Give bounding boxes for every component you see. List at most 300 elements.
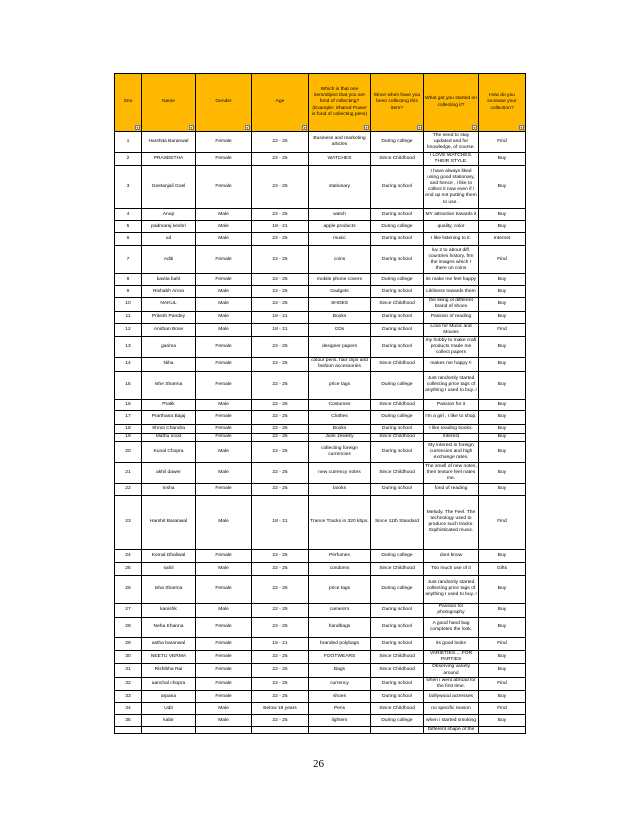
table-cell: Observing variety around (424, 664, 479, 678)
table-cell: Buy (479, 399, 526, 410)
table-cell: Male (196, 311, 252, 323)
filter-dropdown-icon[interactable]: ▾ (190, 126, 193, 130)
table-cell: Buy (479, 483, 526, 495)
table-row (115, 617, 526, 637)
table-cell: 28 (115, 617, 142, 637)
table-row (115, 703, 526, 715)
column-header-label: Sno (123, 99, 133, 105)
table-cell: MY attraction towards it (424, 209, 479, 221)
table-cell: 27 (115, 603, 142, 617)
column-header (252, 74, 309, 132)
table-cell: 22 - 25 (252, 410, 309, 424)
table-row (115, 715, 526, 727)
filter-dropdown-icon[interactable]: ▾ (303, 126, 306, 130)
table-cell: shoes (309, 691, 371, 703)
table-cell: 22 - 25 (252, 153, 309, 166)
table-cell: my hobby to make craft products made me collect papers (424, 336, 479, 357)
filter-dropdown-icon[interactable]: ▾ (136, 126, 139, 130)
column-header (142, 74, 196, 132)
table-cell: Male (196, 441, 252, 462)
table-cell: 22 - 25 (252, 715, 309, 727)
table-cell: Business and marketing articles (309, 132, 371, 153)
table-cell: Shruti Chandra (142, 424, 196, 433)
table-cell: Anirban Bose (142, 323, 196, 336)
table-cell: During school (371, 311, 424, 323)
table-cell: Female (196, 132, 252, 153)
table-cell: Buy (479, 371, 526, 399)
table-cell: Since Childhood (371, 562, 424, 575)
table-cell: Niha (142, 357, 196, 371)
table-row (115, 371, 526, 399)
table-cell (309, 727, 371, 734)
table-cell: Since Childhood (371, 650, 424, 663)
table-cell: Just randomly started collecting price tags of anything I used to buy..! (424, 575, 479, 603)
table-cell (371, 727, 424, 734)
table-row (115, 166, 526, 209)
table-row (115, 399, 526, 410)
table-row (115, 424, 526, 433)
table-cell: Buy (479, 433, 526, 441)
table-cell: Isha Sharma (142, 575, 196, 603)
table-cell: During school (371, 637, 424, 650)
table-cell: price tags (309, 371, 371, 399)
table-cell: new currency notes (309, 462, 371, 483)
table-cell: colour pens, hair clips and fashion accessories (309, 357, 371, 371)
table-cell: CDs (309, 323, 371, 336)
table-cell: 22 - 25 (252, 274, 309, 286)
table-cell: 22 - 25 (252, 678, 309, 691)
table-cell: lighters (309, 715, 371, 727)
table-row (115, 233, 526, 246)
table-cell: 5 (115, 221, 142, 233)
table-cell: 22 - 25 (252, 617, 309, 637)
table-cell: Since Childhood (371, 153, 424, 166)
table-cell: collecting foreign currencies (309, 441, 371, 462)
table-cell: 35 (115, 715, 142, 727)
table-cell: Buy (479, 549, 526, 562)
table-cell: Geetanjali Goel (142, 166, 196, 209)
table-cell: During college (371, 715, 424, 727)
column-header (479, 74, 526, 132)
table-cell: the liking of different brand of shoes (424, 298, 479, 311)
table-cell: Buy (479, 575, 526, 603)
table-cell: 22 - 25 (252, 462, 309, 483)
table-cell: 18 - 21 (252, 495, 309, 549)
table-cell: FOOTWEARS (309, 650, 371, 663)
table-cell: Buy (479, 617, 526, 637)
table-cell: Female (196, 371, 252, 399)
table-row (115, 441, 526, 462)
table-cell: Buy (479, 691, 526, 703)
table-cell: stationary (309, 166, 371, 209)
column-header (196, 74, 252, 132)
table-cell: 11 (115, 311, 142, 323)
table-cell: Buy (479, 357, 526, 371)
table-cell: 8 (115, 274, 142, 286)
column-header-label: How do you increase your collection? (487, 93, 517, 111)
table-cell: 22 - 25 (252, 562, 309, 575)
table-cell: Buy (479, 166, 526, 209)
table-cell: Female (196, 274, 252, 286)
table-cell: Find (479, 246, 526, 274)
table-cell: 22 - 25 (252, 399, 309, 410)
table-cell: 25 (115, 562, 142, 575)
table-cell: Ishe Sharma (142, 371, 196, 399)
table-row (115, 311, 526, 323)
table-cell: 18 - 21 (252, 311, 309, 323)
table-cell: aanchal chopra (142, 678, 196, 691)
table-row (115, 410, 526, 424)
table-cell: NEETU VERMA (142, 650, 196, 663)
table-cell: Female (196, 410, 252, 424)
table-row (115, 664, 526, 678)
table-cell: Just randomly started collecting price tags of anything I used to buy..! (424, 371, 479, 399)
table-cell: Since Childhood (371, 357, 424, 371)
table-cell: Anup (142, 209, 196, 221)
table-cell: 22 - 25 (252, 246, 309, 274)
table-cell: Buy (479, 298, 526, 311)
table-cell: 33 (115, 691, 142, 703)
table-cell: Passion for it (424, 399, 479, 410)
table-cell: 22 - 25 (252, 166, 309, 209)
table-cell: Buy (479, 441, 526, 462)
table-cell: Female (196, 483, 252, 495)
table-cell: luv 2 to about diff. countries history, frm the images which r there on coins (424, 246, 479, 274)
table-cell: During college (371, 549, 424, 562)
column-header-label: Name (161, 99, 176, 105)
table-cell: music (309, 233, 371, 246)
table-cell: During school (371, 233, 424, 246)
table-cell: During school (371, 603, 424, 617)
table-cell: Trance Tracks in 320 kbps. (309, 495, 371, 549)
table-cell: Buy (479, 153, 526, 166)
table-cell: During school (371, 424, 424, 433)
table-cell: Udit (142, 703, 196, 715)
table-cell: 18 - 21 (252, 637, 309, 650)
table-cell: 22 - 25 (252, 357, 309, 371)
table-cell: designer papers (309, 336, 371, 357)
column-header-label: What got you started on collecting it? (425, 96, 477, 108)
table-cell: PRASEETHA (142, 153, 196, 166)
survey-table (114, 73, 526, 734)
table-cell (196, 727, 252, 734)
table-cell: Kunal Chopra (142, 441, 196, 462)
table-cell: Find (479, 132, 526, 153)
table-cell: I like reading books. (424, 424, 479, 433)
table-cell: currency (309, 678, 371, 691)
table-row (115, 336, 526, 357)
table-cell: 31 (115, 664, 142, 678)
table-cell: Harshita Baranwal (142, 132, 196, 153)
table-row (115, 495, 526, 549)
table-cell: Female (196, 336, 252, 357)
table-cell: 22 - 25 (252, 371, 309, 399)
table-cell: Books (309, 424, 371, 433)
table-cell: Female (196, 246, 252, 274)
column-header (371, 74, 424, 132)
table-cell: dont know (424, 549, 479, 562)
filter-dropdown-icon[interactable]: ▾ (520, 126, 523, 130)
table-cell: Male (196, 603, 252, 617)
table-cell: 1 (115, 132, 142, 153)
table-cell: padmaraj keshri (142, 221, 196, 233)
table-cell: 23 (115, 495, 142, 549)
table-cell: During school (371, 441, 424, 462)
table-cell: 13 (115, 336, 142, 357)
table-cell: 6 (115, 233, 142, 246)
page-number: 26 (313, 758, 324, 770)
table-cell: akhil dawer (142, 462, 196, 483)
table-row (115, 221, 526, 233)
filter-dropdown-icon[interactable]: ▾ (418, 126, 421, 130)
table-cell: Passion of reading (424, 311, 479, 323)
table-cell: 18 - 21 (252, 323, 309, 336)
table-cell: SHOES (309, 298, 371, 311)
table-row (115, 209, 526, 221)
table-cell: Male (196, 703, 252, 715)
table-cell: Buy (479, 650, 526, 663)
table-cell: During school (371, 678, 424, 691)
table-cell: 17 (115, 410, 142, 424)
header-row (115, 74, 526, 132)
table-cell: During school (371, 617, 424, 637)
table-cell: 22 - 25 (252, 132, 309, 153)
table-cell: Female (196, 664, 252, 678)
table-cell: Since Childhood (371, 703, 424, 715)
table-cell: 14 (115, 357, 142, 371)
table-cell: 24 (115, 549, 142, 562)
table-row (115, 603, 526, 617)
table-cell: Likliness towards them (424, 286, 479, 298)
table-cell: During school (371, 336, 424, 357)
table-row (115, 357, 526, 371)
column-header (115, 74, 142, 132)
table-cell: Male (196, 715, 252, 727)
table-cell: Buy (479, 603, 526, 617)
table-cell: Costumes (309, 399, 371, 410)
table-cell: 32 (115, 678, 142, 691)
table-row (115, 549, 526, 562)
table-cell: Harshit Baranwal (142, 495, 196, 549)
table-cell: During school (371, 209, 424, 221)
table-cell: During college (371, 371, 424, 399)
table-cell: A good hand bag completes the look. (424, 617, 479, 637)
table-row (115, 246, 526, 274)
table-cell: During college (371, 132, 424, 153)
table-row (115, 678, 526, 691)
table-cell: Bags (309, 664, 371, 678)
table-cell: Buy (479, 221, 526, 233)
table-cell: condoms (309, 562, 371, 575)
table-cell: Male (196, 399, 252, 410)
table-cell: 22 - 25 (252, 336, 309, 357)
table-cell: Female (196, 650, 252, 663)
table-cell: sahil (142, 562, 196, 575)
table-cell: 22 - 25 (252, 433, 309, 441)
table-cell: My interest in foreign currencies and high exchange rates. (424, 441, 479, 462)
table-cell: Female (196, 166, 252, 209)
table-cell: when i went abroad for the first time. (424, 678, 479, 691)
table-cell: books (309, 483, 371, 495)
table-cell: Buy (479, 336, 526, 357)
table-cell: Buy (479, 410, 526, 424)
table-cell: camera's (309, 603, 371, 617)
table-cell: 30 (115, 650, 142, 663)
table-cell: During school (371, 691, 424, 703)
table-cell: Female (196, 153, 252, 166)
table-cell: During school (371, 323, 424, 336)
table-cell: handbags (309, 617, 371, 637)
table-cell: price tags (309, 575, 371, 603)
table-cell: 22 - 25 (252, 209, 309, 221)
table-cell: Perfumes (309, 549, 371, 562)
table-cell: The need to stay updated and for knowledge, of course. (424, 132, 479, 153)
table-cell: Female (196, 678, 252, 691)
table-cell: Too much use of it (424, 562, 479, 575)
table-cell: watch (309, 209, 371, 221)
table-cell: Buy (479, 311, 526, 323)
table-cell: I like listening to it. (424, 233, 479, 246)
table-cell: 7 (115, 246, 142, 274)
table-cell: Male (196, 209, 252, 221)
table-cell: apple products (309, 221, 371, 233)
table-cell: 18 (115, 424, 142, 433)
table-cell: 22 - 25 (252, 650, 309, 663)
table-cell: During college (371, 274, 424, 286)
table-cell: Clothes (309, 410, 371, 424)
table-cell: Since Childhood (371, 462, 424, 483)
table-row (115, 323, 526, 336)
table-cell: Pritesh Pandey (142, 311, 196, 323)
table-cell: Internet (479, 233, 526, 246)
table-cell: quality, color (424, 221, 479, 233)
table-cell: Mathu sood (142, 433, 196, 441)
table-cell: garima (142, 336, 196, 357)
table-cell: Male (196, 462, 252, 483)
column-header-label: Age (275, 99, 285, 105)
column-header-label: Which is that one item/object that you are fond of collecting? (Example: Shared Power is fond of collecting pens) (311, 87, 368, 117)
table-cell: Since Childhood (371, 664, 424, 678)
table-cell: Female (196, 575, 252, 603)
table-body (115, 132, 526, 734)
table-cell: Pens (309, 703, 371, 715)
table-row (115, 562, 526, 575)
table-cell: Interest (424, 433, 479, 441)
table-cell: Buy (479, 664, 526, 678)
table-cell: 22 - 25 (252, 603, 309, 617)
table-cell: when i started smoking (424, 715, 479, 727)
column-header-label: Gender (215, 99, 232, 105)
table-cell: Passion for photography (424, 603, 479, 617)
table-cell: 22 - 25 (252, 575, 309, 603)
table-cell: Find (479, 703, 526, 715)
table-cell: 21 (115, 462, 142, 483)
table-cell (252, 727, 309, 734)
table-cell: 19 (115, 433, 142, 441)
table-cell: Female (196, 617, 252, 637)
table-cell: Buy (479, 424, 526, 433)
column-header (309, 74, 371, 132)
table-cell: its good looks (424, 637, 479, 650)
column-header (424, 74, 479, 132)
table-cell: Different shape of the (424, 727, 479, 734)
filter-dropdown-icon[interactable]: ▾ (246, 126, 249, 130)
table-cell: Male (196, 233, 252, 246)
table-cell: Find (479, 323, 526, 336)
table-cell: During school (371, 246, 424, 274)
table-cell: Female (196, 549, 252, 562)
table-cell: Female (196, 691, 252, 703)
table-cell: During school (371, 483, 424, 495)
table-cell: Love for Music and Movies (424, 323, 479, 336)
table-cell: Pratik (142, 399, 196, 410)
table-cell: no specific reason (424, 703, 479, 715)
table-cell: Buy (479, 209, 526, 221)
table-cell: Female (196, 433, 252, 441)
table-row (115, 691, 526, 703)
table-cell: Rishabh Arora (142, 286, 196, 298)
table-cell: 22 - 25 (252, 233, 309, 246)
table-cell: Male (196, 298, 252, 311)
table-cell: Buy (479, 286, 526, 298)
table-cell: Prarthana Bajaj (142, 410, 196, 424)
table-cell: 9 (115, 286, 142, 298)
table-cell: kabir (142, 715, 196, 727)
table-cell: Male (196, 286, 252, 298)
filter-dropdown-icon[interactable]: ▾ (365, 126, 368, 130)
table-cell: Buy (479, 715, 526, 727)
table-cell: During school (371, 166, 424, 209)
table-cell: Junk Jewelry (309, 433, 371, 441)
table-cell: arpana (142, 691, 196, 703)
table-cell: Insha (142, 483, 196, 495)
table-cell: Find (479, 678, 526, 691)
table-cell: Gadgets (309, 286, 371, 298)
table-cell: VARIETIES.....FOR PARTIES (424, 650, 479, 663)
column-header-label: Since when have you been collecting this item? (373, 93, 421, 111)
table-cell: 12 (115, 323, 142, 336)
table-cell: 22 - 25 (252, 549, 309, 562)
table-row (115, 637, 526, 650)
filter-dropdown-icon[interactable]: ▾ (473, 126, 476, 130)
table-cell: Female (196, 357, 252, 371)
table-cell: Rishibha Rai (142, 664, 196, 678)
table-cell: During school (371, 286, 424, 298)
table-row (115, 132, 526, 153)
table-cell: 29 (115, 637, 142, 650)
table-cell: 4 (115, 209, 142, 221)
table-cell: fond of reading (424, 483, 479, 495)
table-cell: 2 (115, 153, 142, 166)
table-cell: Melody. The Feel. The technology used to produce such tracks. Sophisticated music. (424, 495, 479, 549)
table-cell: 34 (115, 703, 142, 715)
table-cell: Below 18 years (252, 703, 309, 715)
table-cell: During college (371, 575, 424, 603)
table-cell: 10 (115, 298, 142, 311)
table-row (115, 650, 526, 663)
table-cell: Since Childhood (371, 298, 424, 311)
table-cell: makes me happy !! (424, 357, 479, 371)
table-row (115, 298, 526, 311)
table-cell: astha baranwal (142, 637, 196, 650)
table-row (115, 727, 526, 734)
table-cell: 16 (115, 399, 142, 410)
table-cell: Male (196, 495, 252, 549)
table-cell: Female (196, 424, 252, 433)
table-cell: Male (196, 323, 252, 336)
table-cell: 22 - 25 (252, 298, 309, 311)
table-cell: Since 11th Standard (371, 495, 424, 549)
